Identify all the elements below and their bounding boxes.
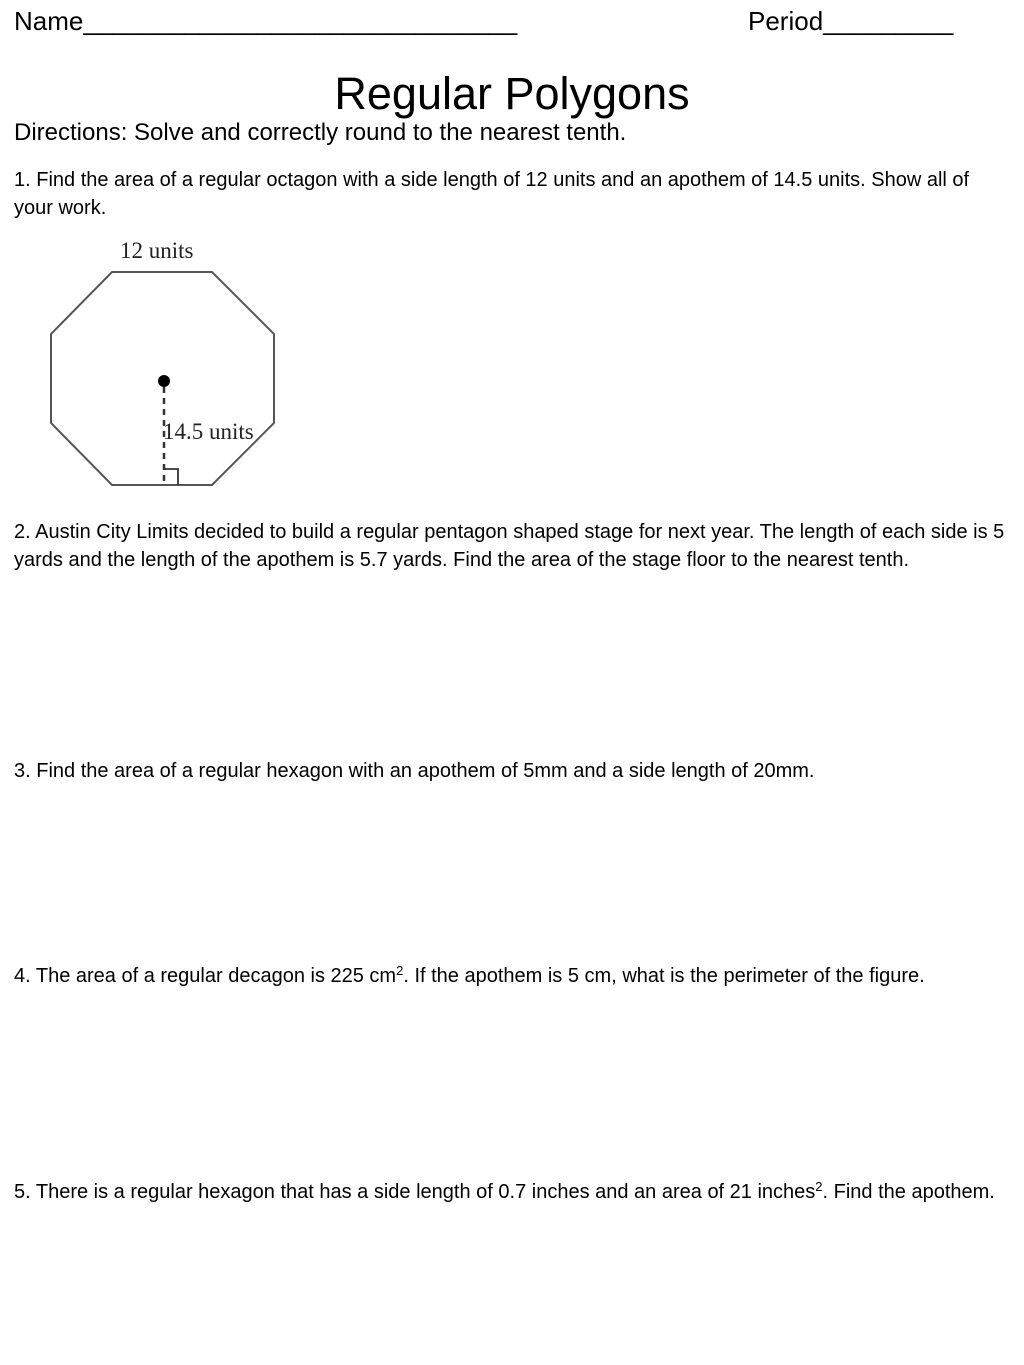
question-4-exponent: 2 [396, 963, 404, 978]
question-5-text: 5. There is a regular hexagon that has a side length of 0.7 inches and an area of 21 inches [14, 1181, 816, 1203]
apothem-label: 14.5 units [163, 419, 254, 444]
directions-text: Directions: Solve and correctly round to the nearest tenth. [14, 119, 627, 146]
question-1: 1. Find the area of a regular octagon with a side length of 12 units and an apothem of 14.5 units. Show all of your work. [14, 169, 970, 219]
side-length-label: 12 units [120, 238, 194, 263]
question-5 [14, 1179, 1010, 1207]
center-point [158, 375, 170, 387]
octagon-diagram [40, 230, 290, 500]
question-4-text: 4. The area of a regular decagon is 225 cm [14, 965, 397, 987]
question-4 [14, 963, 1010, 991]
right-angle-mark [164, 469, 178, 485]
question-5-text-end: . Find the apothem. [822, 1181, 995, 1203]
question-5-exponent: 2 [815, 1179, 823, 1194]
question-3: 3. Find the area of a regular hexagon with an apothem of 5mm and a side length of 20mm. [14, 760, 815, 782]
period-field[interactable]: Period_________ [748, 6, 954, 36]
question-4-text-end: . If the apothem is 5 cm, what is the perimeter of the figure. [403, 965, 925, 987]
name-field[interactable]: Name______________________________ [14, 6, 518, 36]
page-title: Regular Polygons [334, 68, 690, 119]
question-2: 2. Austin City Limits decided to build a regular pentagon shaped stage for next year. The length of each side is 5 yards and the length of the apothem is 5.7 yards. Find the area of the stage floor to the nearest tenth. [14, 521, 1005, 571]
